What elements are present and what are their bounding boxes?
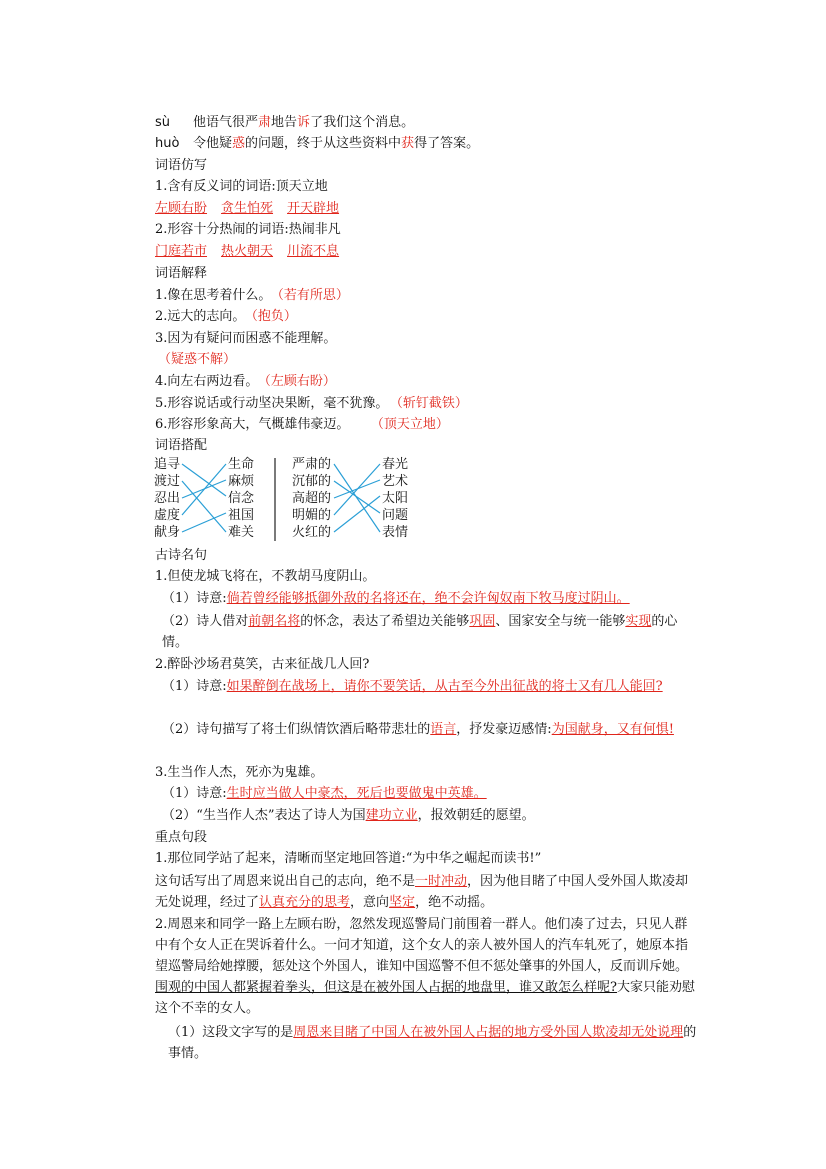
explain-item: 4.向左右两边看。 （左顾右盼） — [155, 374, 336, 389]
match-line — [334, 464, 380, 532]
match-left-word: 虚度 — [154, 508, 181, 523]
explain-item: 5.形容说话或行动坚决果断，毫不犹豫。 （斩钉截铁） — [155, 396, 468, 411]
section-heading-poems: 古诗名句 — [155, 548, 208, 563]
match-left-target: 麻烦 — [228, 474, 255, 489]
pinyin-label: huò — [155, 136, 180, 151]
match-left-word: 忍出 — [154, 491, 181, 506]
imitate-answers-1: 左顾右盼 贪生怕死 开天辟地 — [155, 201, 340, 216]
match-left-target: 生命 — [228, 457, 255, 472]
match-right-word: 沉郁的 — [292, 474, 332, 489]
poem-3-meaning: （1）诗意:生时应当做人中豪杰，死后也要做鬼中英雄。 — [162, 786, 487, 801]
pinyin-line-su: sù 他语气很严肃地告诉了我们这个消息。 — [155, 113, 414, 133]
match-line — [182, 464, 226, 496]
match-line — [182, 513, 226, 532]
match-left-target: 祖国 — [228, 508, 255, 523]
poem-line-2: 2.醉卧沙场君莫笑，古来征战几人回? — [155, 657, 370, 672]
poem-line-3: 3.生当作人杰，死亦为鬼雄。 — [155, 765, 324, 780]
imitate-question-2: 2.形容十分热闹的词语:热闹非凡 — [155, 222, 341, 237]
matching-lines — [152, 455, 417, 543]
imitate-question-1: 1.含有反义词的词语:顶天立地 — [155, 179, 328, 194]
match-right-target: 问题 — [382, 508, 409, 523]
match-right-target: 表情 — [382, 525, 409, 540]
poem-line-1: 1.但使龙城飞将在，不教胡马度阴山。 — [155, 569, 376, 584]
poem-3-feeling: （2）“生当作人杰”表达了诗人为国建功立业，报效朝廷的愿望。 — [162, 808, 535, 823]
explain-item: 2.远大的志向。 （抱负） — [155, 309, 297, 324]
section-heading-explain: 词语解释 — [155, 266, 208, 281]
section-heading-match: 词语搭配 — [155, 438, 208, 453]
match-right-word: 明媚的 — [292, 508, 332, 523]
key-paragraph-2-question: （1）这段文字写的是周恩来目睹了中国人在被外国人占据的地方受外国人欺凌却无处说理的事情。 — [168, 1025, 697, 1061]
key-sentence-1: 1.那位同学站了起来，清晰而坚定地回答道:“为中华之崛起而读书!” — [155, 851, 542, 866]
explain-answer: （疑惑不解） — [158, 352, 237, 367]
explain-item: 3.因为有疑问而困惑不能理解。 — [155, 331, 337, 346]
match-left-word: 追寻 — [154, 457, 181, 472]
section-heading-imitate: 词语仿写 — [155, 158, 208, 173]
key-sentence-1-explain: 这句话写出了周恩来说出自己的志向，绝不是一时冲动，因为他目睹了中国人受外国人欺凌却无处说理，经过了认真充分的思考，意向坚定，绝不动摇。 — [155, 874, 689, 910]
match-right-word: 高超的 — [292, 491, 332, 506]
pinyin-label: sù — [155, 115, 171, 130]
match-right-target: 艺术 — [382, 474, 409, 489]
match-right-target: 太阳 — [382, 491, 409, 506]
imitate-answers-2: 门庭若市 热火朝天 川流不息 — [155, 244, 340, 259]
poem-1-meaning: （1）诗意:倘若曾经能够抵御外敌的名将还在，绝不会许匈奴南下牧马度过阴山。 — [162, 591, 630, 606]
matching-diagram — [152, 455, 417, 543]
explain-item: 6.形容形象高大，气概雄伟豪迈。 （顶天立地） — [155, 417, 449, 432]
match-left-target: 信念 — [228, 491, 255, 506]
match-left-word: 渡过 — [154, 474, 181, 489]
match-line — [334, 496, 380, 532]
pinyin-line-huo: huò 令他疑惑的问题，终于从这些资料中获得了答案。 — [155, 134, 479, 154]
poem-1-feeling: （2）诗人借对前朝名将的怀念，表达了希望边关能够巩固、国家安全与统一能够实现的心情。 — [162, 614, 678, 650]
match-left-word: 献身 — [154, 525, 181, 540]
poem-2-meaning: （1）诗意:如果醉倒在战场上，请你不要笑话，从古至今外出征战的将士又有几人能回? — [162, 679, 663, 694]
match-right-target: 春光 — [382, 457, 409, 472]
match-right-word: 严肃的 — [292, 457, 332, 472]
key-paragraph-2: 2.周恩来和同学一路上左顾右盼，忽然发现巡警局门前围着一群人。他们凑了过去，只见人群中有个女人正在哭诉着什么。一问才知道，这个女人的亲人被外国人的汽车轧死了，她原本指望巡警局给她撑腰，惩处这个外国人，谁知中国巡警不但不惩处肇事的外国人，反而训斥她。围观的中国人都紧握着拳头，但这是在被外国人占据的地盘里，谁又敢怎么样呢?大家只能劝慰这个不幸的女人。 — [155, 917, 695, 1016]
explain-item: 1.像在思考着什么。 （若有所思） — [155, 288, 349, 303]
poem-2-feeling: （2）诗句描写了将士们纵情饮酒后略带悲壮的语言，抒发豪迈感情:为国献身，又有何惧! — [162, 722, 674, 737]
section-heading-key: 重点句段 — [155, 830, 208, 845]
match-left-target: 难关 — [228, 525, 255, 540]
match-line — [334, 464, 380, 515]
match-right-word: 火红的 — [292, 525, 332, 540]
